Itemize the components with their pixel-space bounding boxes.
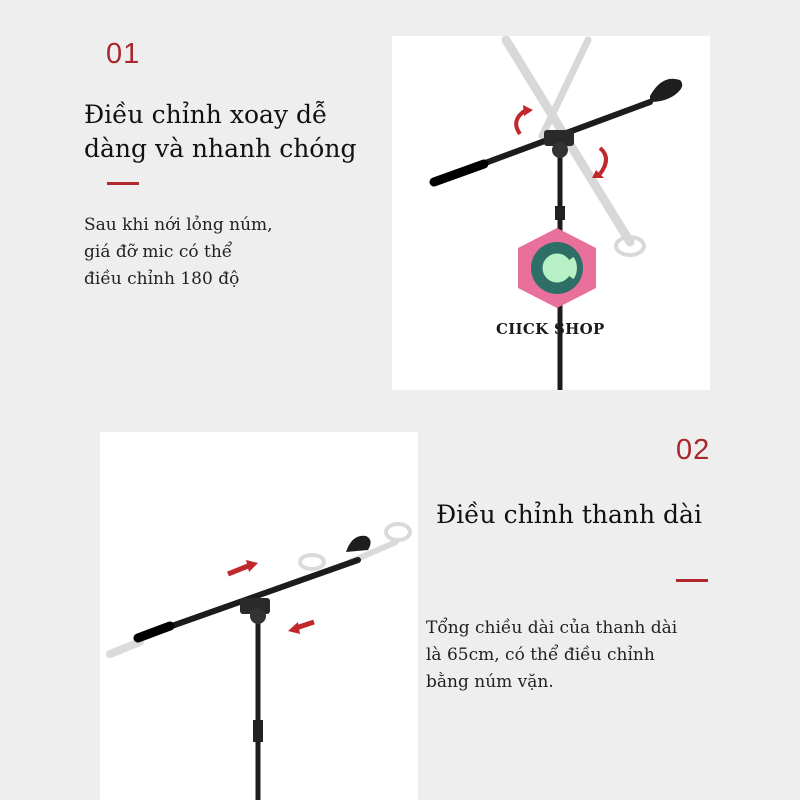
section1-title-line2: dàng và nhanh chóng [84, 134, 357, 163]
rotation-product-photo [392, 36, 710, 390]
slide-arrow-icon [288, 622, 314, 634]
section2-description [426, 615, 677, 696]
section2-desc-line3: bằng núm vặn. [426, 672, 554, 692]
section2-number: 02 [676, 434, 711, 466]
section2-desc-line2: là 65cm, có thể điều chỉnh [426, 645, 655, 665]
section1-title-line1: Điều chỉnh xoay dễ [84, 100, 328, 129]
slide-arrow-icon [228, 560, 258, 574]
section1-title [84, 98, 356, 166]
section1-desc-line2: giá đỡ mic có thể [84, 242, 233, 262]
shop-watermark-text: CIICK SHOP [496, 320, 605, 338]
boom-stand-extension-illustration [100, 432, 418, 800]
section1-desc-line3: điều chỉnh 180 độ [84, 269, 240, 289]
extension-product-photo [100, 432, 418, 800]
rotate-arrow-icon [600, 148, 606, 174]
section1-number: 01 [106, 38, 141, 70]
section1-desc-line1: Sau khi nới lỏng núm, [84, 215, 273, 235]
section1-description [84, 212, 273, 293]
section2-title: Điều chỉnh thanh dài [436, 500, 702, 529]
section2-desc-line1: Tổng chiều dài của thanh dài [426, 618, 678, 638]
section2-divider [676, 579, 708, 582]
section1-divider [107, 182, 139, 185]
shop-logo-icon [514, 228, 600, 308]
